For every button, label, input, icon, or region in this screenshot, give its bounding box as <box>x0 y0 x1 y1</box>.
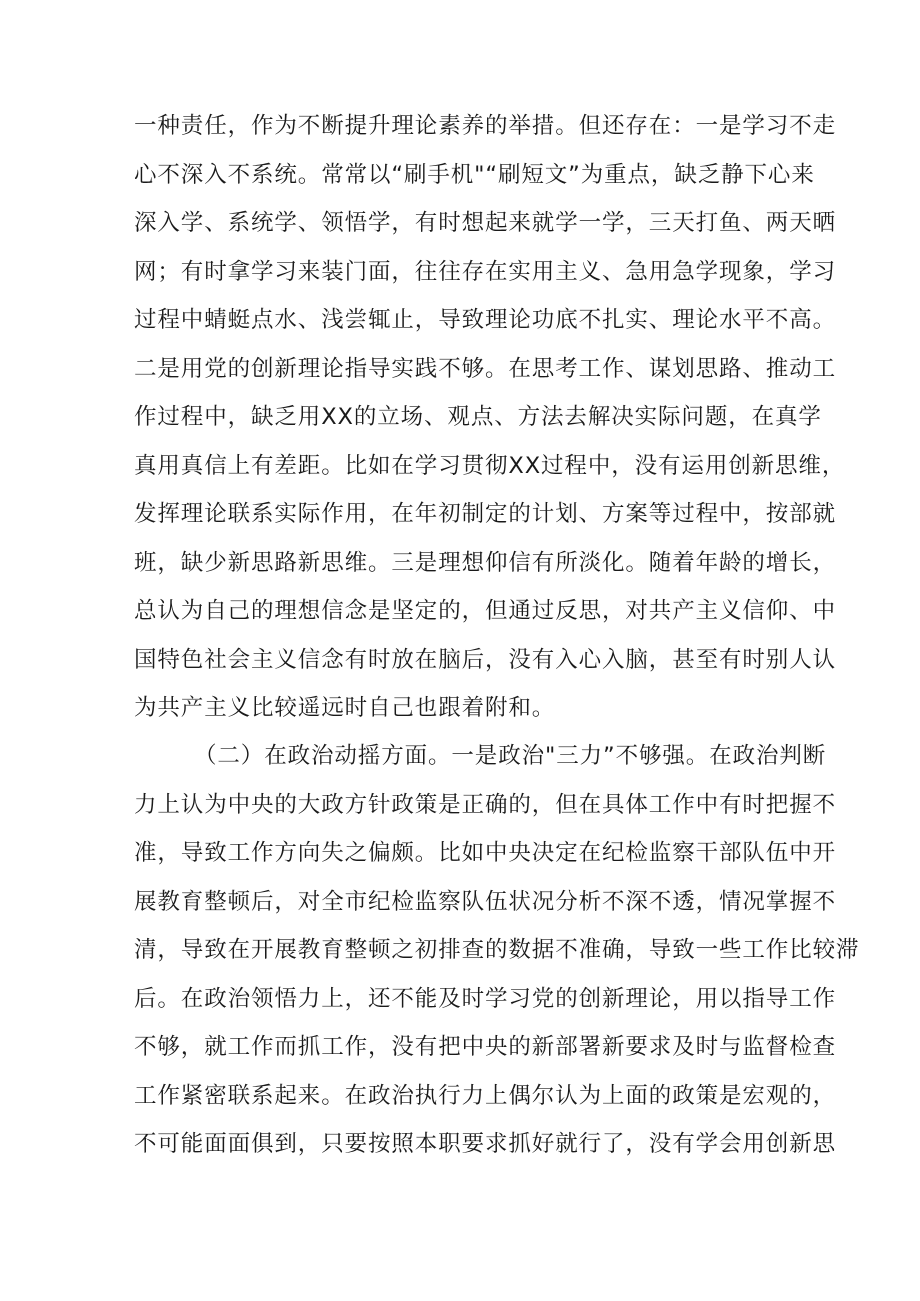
paragraph-1-line: 总认为自己的理想信念是坚定的，但通过反思，对共产主义信仰、中 <box>134 598 837 624</box>
paragraph-1-line: 为共产主义比较遥远时自己也跟着附和。 <box>134 695 556 721</box>
paragraph-2 <box>134 732 860 1169</box>
paragraph-2-line: 力上认为中央的大政方针政策是正确的，但在具体工作中有时把握不 <box>134 791 837 818</box>
paragraph-1-line: 二是用党的创新理论指导实践不够。在思考工作、谋划思路、推动工 <box>134 355 837 382</box>
paragraph-2-line: 清，导致在开展教育整顿之初排查的数据不准确，导致一些工作比较滞 <box>134 937 860 963</box>
paragraph-2-line: 后。在政治领悟力上，还不能及时学习党的创新理论，用以指导工作 <box>134 985 837 1012</box>
paragraph-1-line: 网；有时拿学习来装门面，往往存在实用主义、急用急学现象，学习 <box>134 258 837 285</box>
paragraph-1 <box>134 102 846 733</box>
paragraph-2-heading-line: （二）在政治动摇方面。一是政治"三力”不够强。在政治判断 <box>194 743 827 769</box>
paragraph-2-line: 工作紧密联系起来。在政治执行力上偶尔认为上面的政策是宏观的， <box>134 1082 837 1109</box>
paragraph-1-line: 发挥理论联系实际作用，在年初制定的计划、方案等过程中，按部就 <box>134 501 837 527</box>
paragraph-1-line: 过程中蜻蜓点水、浅尝辄止，导致理论功底不扎实、理论水平不高。 <box>134 307 837 333</box>
paragraph-1-line: 作过程中，缺乏用XX的立场、观点、方法去解决实际问题，在真学 <box>134 404 822 430</box>
paragraph-1-line: 班，缺少新思路新思维。三是理想仰信有所淡化。随着年龄的增长， <box>134 549 837 576</box>
paragraph-2-line: 展教育整顿后，对全市纪检监察队伍状况分析不深不透，情况掌握不 <box>134 888 837 915</box>
paragraph-2-line: 不可能面面俱到，只要按照本职要求抓好就行了，没有学会用创新思 <box>134 1131 837 1157</box>
paragraph-1-line: 一种责任，作为不断提升理论素养的举措。但还存在：一是学习不走 <box>134 113 837 139</box>
paragraph-1-line: 国特色社会主义信念有时放在脑后，没有入心入脑，甚至有时别人认 <box>134 646 837 673</box>
paragraph-2-line: 不够，就工作而抓工作，没有把中央的新部署新要求及时与监督检查 <box>134 1034 837 1060</box>
paragraph-1-line: 真用真信上有差距。比如在学习贯彻XX过程中，没有运用创新思维， <box>134 452 846 479</box>
paragraph-1-line: 心不深入不系统。常常以“刷手机"“刷短文”为重点，缺乏静下心来 <box>134 161 815 188</box>
paragraph-1-line: 深入学、系统学、领悟学，有时想起来就学一学，三天打鱼、两天晒 <box>134 210 837 236</box>
paragraph-2-line: 准，导致工作方向失之偏颇。比如中央决定在纪检监察干部队伍中开 <box>134 840 837 866</box>
